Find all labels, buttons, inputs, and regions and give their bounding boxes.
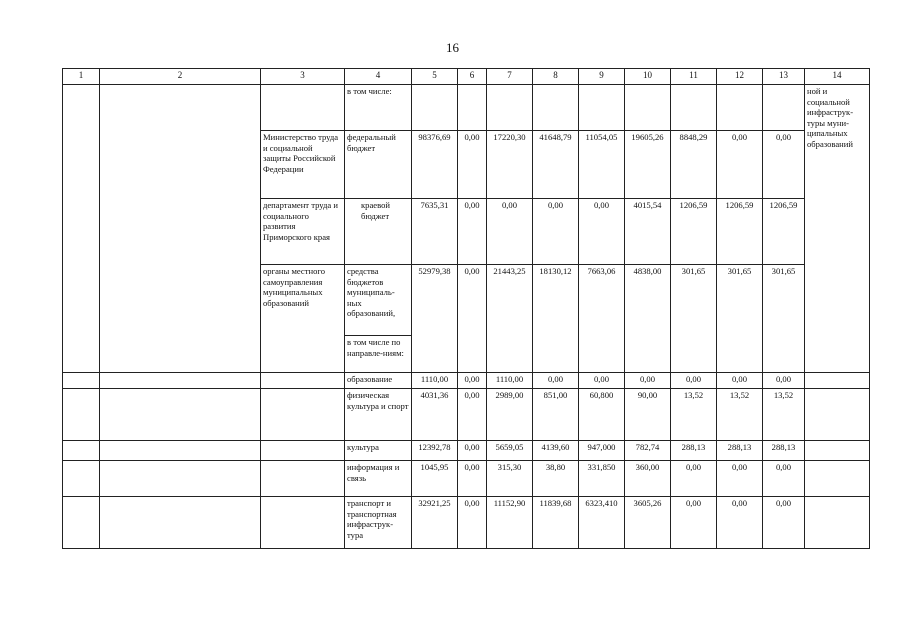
- cell-source: образование: [345, 373, 412, 389]
- cell-value: 947,000: [579, 441, 625, 461]
- cell-value: [579, 85, 625, 131]
- cell-value: [763, 85, 805, 131]
- header-cell: 10: [625, 69, 671, 85]
- cell-value: 1206,59: [763, 199, 805, 265]
- cell-value: 0,00: [717, 461, 763, 497]
- cell-value: 0,00: [763, 373, 805, 389]
- cell-col3: [261, 85, 345, 131]
- header-cell: 8: [533, 69, 579, 85]
- cell-value: 18130,12: [533, 265, 579, 373]
- cell-value: 301,65: [671, 265, 717, 373]
- cell-value: 0,00: [717, 373, 763, 389]
- cell-value: 2989,00: [487, 389, 533, 441]
- table-row: [63, 461, 870, 497]
- header-cell: 11: [671, 69, 717, 85]
- cell-source: транспорт и транспортная инфраструк-тура: [345, 497, 412, 549]
- cell-col1: [63, 497, 100, 549]
- cell-value: 0,00: [458, 199, 487, 265]
- cell-value: 851,00: [533, 389, 579, 441]
- cell-value: 0,00: [458, 441, 487, 461]
- cell-value: [533, 85, 579, 131]
- header-cell: 5: [412, 69, 458, 85]
- header-cell: 9: [579, 69, 625, 85]
- cell-value: 0,00: [458, 461, 487, 497]
- cell-value: 1110,00: [487, 373, 533, 389]
- cell-value: 7635,31: [412, 199, 458, 265]
- cell-incl-label: в том числе:: [345, 85, 412, 131]
- cell-value: 0,00: [458, 373, 487, 389]
- header-cell: 6: [458, 69, 487, 85]
- cell-value: [487, 85, 533, 131]
- cell-source: культура: [345, 441, 412, 461]
- cell-value: 4031,36: [412, 389, 458, 441]
- cell-executor: департамент труда и социального развития Приморского края: [261, 199, 345, 265]
- cell-value: 5659,05: [487, 441, 533, 461]
- header-cell: 4: [345, 69, 412, 85]
- cell-source: информация и связь: [345, 461, 412, 497]
- cell-col1: [63, 441, 100, 461]
- cell-source: краевой бюджет: [345, 199, 412, 265]
- cell-value: 0,00: [625, 373, 671, 389]
- cell-value: 0,00: [763, 131, 805, 199]
- cell-executor: Министерство труда и социальной защиты Российской Федерации: [261, 131, 345, 199]
- cell-col2: [100, 441, 261, 461]
- cell-col14: ной и социальной инфраструк-туры муни-ципальных образований: [805, 85, 870, 373]
- header-cell: 3: [261, 69, 345, 85]
- cell-col3: [261, 441, 345, 461]
- cell-value: 288,13: [763, 441, 805, 461]
- cell-value: 0,00: [763, 461, 805, 497]
- cell-value: [671, 85, 717, 131]
- cell-value: 13,52: [671, 389, 717, 441]
- cell-value: 13,52: [763, 389, 805, 441]
- cell-value: 98376,69: [412, 131, 458, 199]
- header-cell: 7: [487, 69, 533, 85]
- cell-value: 315,30: [487, 461, 533, 497]
- table-row: [63, 497, 870, 549]
- table-row: [63, 389, 870, 441]
- cell-col2: [100, 373, 261, 389]
- cell-source: федеральный бюджет: [345, 131, 412, 199]
- cell-col14: [805, 389, 870, 441]
- cell-value: 0,00: [458, 265, 487, 373]
- cell-value: 8848,29: [671, 131, 717, 199]
- cell-value: 0,00: [717, 131, 763, 199]
- cell-value: 90,00: [625, 389, 671, 441]
- cell-value: 0,00: [579, 199, 625, 265]
- cell-value: 301,65: [763, 265, 805, 373]
- cell-value: 4838,00: [625, 265, 671, 373]
- cell-col2: [100, 461, 261, 497]
- budget-table: [62, 68, 870, 549]
- table-row: [63, 441, 870, 461]
- cell-value: 41648,79: [533, 131, 579, 199]
- cell-value: [717, 85, 763, 131]
- cell-value: 1045,95: [412, 461, 458, 497]
- cell-value: 0,00: [671, 373, 717, 389]
- cell-value: 782,74: [625, 441, 671, 461]
- cell-col14: [805, 441, 870, 461]
- cell-value: 17220,30: [487, 131, 533, 199]
- source-sublabel: в том числе по направле-ниям:: [347, 337, 404, 358]
- header-cell: 13: [763, 69, 805, 85]
- cell-value: 0,00: [533, 199, 579, 265]
- cell-value: 0,00: [458, 131, 487, 199]
- cell-col3: [261, 461, 345, 497]
- cell-value: 0,00: [533, 373, 579, 389]
- cell-value: 6323,410: [579, 497, 625, 549]
- cell-value: 0,00: [717, 497, 763, 549]
- cell-value: 60,800: [579, 389, 625, 441]
- cell-value: 0,00: [579, 373, 625, 389]
- cell-value: 21443,25: [487, 265, 533, 373]
- cell-value: [458, 85, 487, 131]
- cell-col3: [261, 389, 345, 441]
- cell-col3: [261, 373, 345, 389]
- cell-value: 331,850: [579, 461, 625, 497]
- cell-executor: органы местного самоуправления муниципальных образований: [261, 265, 345, 373]
- cell-value: [412, 85, 458, 131]
- cell-value: 1206,59: [717, 199, 763, 265]
- cell-value: 1110,00: [412, 373, 458, 389]
- cell-value: [625, 85, 671, 131]
- cell-value: 7663,06: [579, 265, 625, 373]
- cell-col14: [805, 497, 870, 549]
- cell-value: 4139,60: [533, 441, 579, 461]
- cell-value: 288,13: [671, 441, 717, 461]
- header-cell: 1: [63, 69, 100, 85]
- cell-col1: [63, 389, 100, 441]
- cell-value: 4015,54: [625, 199, 671, 265]
- cell-col14: [805, 373, 870, 389]
- cell-value: 13,52: [717, 389, 763, 441]
- table-header-row: [63, 69, 870, 85]
- cell-value: 11152,90: [487, 497, 533, 549]
- cell-value: 38,80: [533, 461, 579, 497]
- cell-col3: [261, 497, 345, 549]
- cell-source: [345, 265, 412, 373]
- cell-value: 0,00: [671, 461, 717, 497]
- cell-source: физическая культура и спорт: [345, 389, 412, 441]
- cell-col14: [805, 461, 870, 497]
- cell-value: 0,00: [487, 199, 533, 265]
- cell-value: 11839,68: [533, 497, 579, 549]
- cell-value: 0,00: [458, 389, 487, 441]
- cell-value: 0,00: [671, 497, 717, 549]
- cell-value: 52979,38: [412, 265, 458, 373]
- cell-col1: [63, 461, 100, 497]
- cell-value: 0,00: [458, 497, 487, 549]
- header-cell: 14: [805, 69, 870, 85]
- page-number: 16: [446, 40, 459, 55]
- cell-col1: [63, 85, 100, 373]
- header-cell: 2: [100, 69, 261, 85]
- cell-value: 12392,78: [412, 441, 458, 461]
- source-label: средства бюджетов муниципаль-ных образований,: [345, 265, 411, 336]
- cell-value: 3605,26: [625, 497, 671, 549]
- cell-value: 1206,59: [671, 199, 717, 265]
- cell-value: 11054,05: [579, 131, 625, 199]
- cell-value: 301,65: [717, 265, 763, 373]
- cell-value: 0,00: [763, 497, 805, 549]
- table-row: [63, 373, 870, 389]
- cell-value: 288,13: [717, 441, 763, 461]
- cell-col2: [100, 389, 261, 441]
- header-cell: 12: [717, 69, 763, 85]
- cell-value: 19605,26: [625, 131, 671, 199]
- cell-value: 360,00: [625, 461, 671, 497]
- table-row: [63, 85, 870, 131]
- cell-col1: [63, 373, 100, 389]
- cell-col2: [100, 85, 261, 373]
- cell-col2: [100, 497, 261, 549]
- cell-value: 32921,25: [412, 497, 458, 549]
